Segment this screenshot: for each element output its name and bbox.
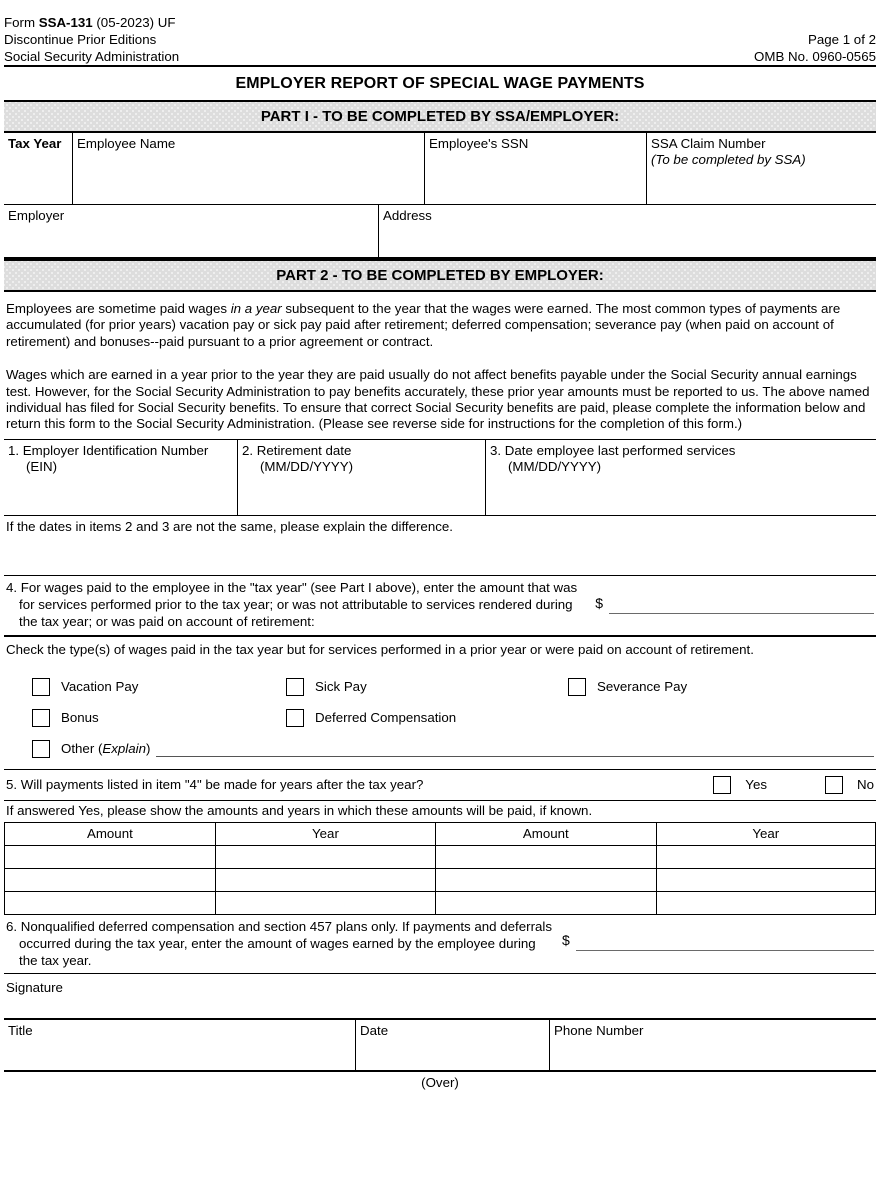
- item-2-retirement-date-field[interactable]: [238, 440, 486, 515]
- date-field[interactable]: [356, 1020, 550, 1070]
- checkbox-sick-pay[interactable]: [286, 678, 568, 696]
- tax-year-label: Tax Year: [8, 136, 62, 151]
- other-explain-input[interactable]: [156, 742, 874, 757]
- checkbox-deferred-compensation[interactable]: [286, 709, 568, 727]
- item-1-label-line1: 1. Employer Identification Number: [8, 442, 209, 458]
- checkbox-icon[interactable]: [825, 776, 843, 794]
- item-5-no-option[interactable]: [825, 776, 874, 794]
- item-6-row: [4, 915, 876, 974]
- table-cell-amount[interactable]: [5, 845, 216, 868]
- item-2-label-line2: (MM/DD/YYYY): [260, 458, 354, 474]
- checkbox-icon[interactable]: [32, 678, 50, 696]
- date-difference-explanation-field[interactable]: [4, 516, 876, 576]
- item-5-yes-label: Yes: [745, 777, 767, 793]
- column-header-year-2: Year: [656, 822, 876, 845]
- date-label: Date: [360, 1022, 389, 1038]
- checkbox-label: [61, 740, 150, 758]
- title-label: Title: [8, 1022, 33, 1038]
- date-difference-prompt: If the dates in items 2 and 3 are not the same, please explain the difference.: [6, 518, 453, 534]
- checkbox-row-3: [4, 734, 876, 765]
- checkbox-bonus[interactable]: [4, 709, 286, 727]
- paragraph1-segment-a: Employees are sometime paid wages: [6, 301, 231, 316]
- page-indicator: Page 1 of 2: [807, 32, 876, 47]
- checkbox-icon[interactable]: [286, 678, 304, 696]
- signature-field[interactable]: [4, 974, 876, 1020]
- item-5-yes-option[interactable]: [713, 776, 767, 794]
- page-title: EMPLOYER REPORT OF SPECIAL WAGE PAYMENTS: [235, 75, 645, 92]
- dollar-sign-icon: $: [595, 594, 603, 611]
- checkbox-icon[interactable]: [32, 740, 50, 758]
- header-line-1: [4, 14, 876, 31]
- part2-header-bar: PART 2 - TO BE COMPLETED BY EMPLOYER:: [4, 259, 876, 292]
- table-header-row: [5, 822, 876, 845]
- employee-name-field[interactable]: [73, 133, 425, 204]
- items-1-3-row: [4, 440, 876, 516]
- table-cell-year[interactable]: [656, 868, 876, 891]
- checkbox-label: Sick Pay: [315, 679, 367, 695]
- item-6-amount-group: [552, 918, 874, 951]
- checkbox-icon[interactable]: [286, 709, 304, 727]
- part1-header-bar: PART I - TO BE COMPLETED BY SSA/EMPLOYER:: [4, 100, 876, 133]
- checkbox-label: Deferred Compensation: [315, 710, 457, 726]
- table-cell-year[interactable]: [215, 891, 435, 914]
- item-3-label-line2: (MM/DD/YYYY): [508, 458, 602, 474]
- item-4-label: [6, 579, 577, 630]
- checkbox-other[interactable]: [4, 740, 150, 758]
- item-4-amount-input[interactable]: [609, 595, 874, 614]
- discontinue-notice: Discontinue Prior Editions: [4, 32, 157, 47]
- form-prefix-text: Form: [4, 15, 39, 30]
- form-identifier: [4, 14, 175, 31]
- checkbox-icon[interactable]: [568, 678, 586, 696]
- table-cell-amount[interactable]: [5, 868, 216, 891]
- signature-label: Signature: [6, 979, 63, 995]
- other-label-suffix: ): [146, 741, 151, 757]
- phone-number-field[interactable]: [550, 1020, 876, 1070]
- dollar-sign-icon: $: [562, 931, 570, 948]
- item-6-label: [6, 918, 552, 969]
- address-label: Address: [383, 208, 432, 223]
- ssa-claim-number-note: (To be completed by SSA): [651, 152, 806, 167]
- item-6-label-line3: the tax year.: [19, 952, 92, 968]
- header-line-2: [4, 31, 876, 48]
- item-5-note: If answered Yes, please show the amounts and years in which these amounts will be paid, if known.: [6, 802, 593, 818]
- form-suffix-text: (05-2023) UF: [92, 15, 176, 30]
- address-field[interactable]: [379, 205, 876, 257]
- part2-paragraph-1: [4, 292, 876, 350]
- table-cell-amount[interactable]: [5, 891, 216, 914]
- item-5-question: 5. Will payments listed in item "4" be made for years after the tax year?: [6, 777, 424, 793]
- table-row: [5, 868, 876, 891]
- ssa-claim-number-field[interactable]: [647, 133, 876, 204]
- part1-identity-row: [4, 133, 876, 205]
- tax-year-field[interactable]: [4, 133, 73, 204]
- checkbox-severance-pay[interactable]: [568, 678, 876, 696]
- table-cell-year[interactable]: [656, 891, 876, 914]
- employee-ssn-field[interactable]: [425, 133, 647, 204]
- item-5-no-label: No: [857, 777, 874, 793]
- ssa-claim-number-label: SSA Claim Number: [651, 136, 766, 151]
- form-header: [4, 0, 876, 65]
- part2-paragraph-2: Wages which are earned in a year prior to the year they are paid usually do not affect benefits payable under the Social Security annual earnings test. However, for the Social Security Administration to pay benefits accurately, these prior year amounts must be reported to us. The above named individual has filed for Social Security benefits. To ensure that correct Social Security benefits are paid, please complete the information below and return this form to the Social Security Administration. (Please see reverse side for instructions for the completion of this form.): [6, 367, 870, 432]
- amount-year-table: [4, 822, 876, 915]
- other-label-prefix: Other (: [61, 741, 103, 757]
- employer-label: Employer: [8, 208, 65, 223]
- checkbox-label: Vacation Pay: [61, 679, 139, 695]
- item-4-label-line2: for services performed prior to the tax year; or was not attributable to services rendered during: [19, 596, 573, 612]
- item-3-last-service-date-field[interactable]: [486, 440, 876, 515]
- table-cell-year[interactable]: [656, 845, 876, 868]
- item-6-label-line2: occurred during the tax year, enter the amount of wages earned by the employee during: [19, 935, 536, 951]
- employee-ssn-label: Employee's SSN: [429, 136, 529, 151]
- column-header-amount-1: Amount: [5, 822, 216, 845]
- column-header-amount-2: Amount: [436, 822, 656, 845]
- table-cell-year[interactable]: [215, 845, 435, 868]
- table-cell-year[interactable]: [215, 868, 435, 891]
- table-cell-amount[interactable]: [436, 868, 656, 891]
- checkbox-row-1: [4, 672, 876, 703]
- checkbox-icon[interactable]: [32, 709, 50, 727]
- wage-type-checkbox-grid: [4, 658, 876, 769]
- over-indicator: (Over): [421, 1074, 459, 1090]
- checkbox-label: Severance Pay: [597, 679, 688, 695]
- checkbox-icon[interactable]: [713, 776, 731, 794]
- title-field[interactable]: [4, 1020, 356, 1070]
- column-header-year-1: Year: [215, 822, 435, 845]
- checkbox-row-2: [4, 703, 876, 734]
- other-label-explain: Explain: [102, 741, 147, 757]
- checkbox-label: Bonus: [61, 710, 99, 726]
- agency-name: Social Security Administration: [4, 49, 180, 64]
- form-number: SSA-131: [38, 15, 93, 30]
- table-row: [5, 891, 876, 914]
- item-5-row: [4, 769, 876, 800]
- footer-fields-row: [4, 1020, 876, 1072]
- checkbox-section-intro: Check the type(s) of wages paid in the tax year but for services performed in a prior year or were paid on account of retirement.: [6, 641, 754, 657]
- item-2-label-line1: 2. Retirement date: [242, 442, 352, 458]
- employee-name-label: Employee Name: [77, 136, 176, 151]
- item-3-label-line1: 3. Date employee last performed services: [490, 442, 736, 458]
- item-6-amount-input[interactable]: [576, 932, 874, 951]
- checkbox-vacation-pay[interactable]: [4, 678, 286, 696]
- header-line-3: [4, 48, 876, 65]
- table-cell-amount[interactable]: [436, 891, 656, 914]
- part1-employer-row: [4, 205, 876, 259]
- paragraph1-italic-phrase: in a year: [230, 301, 282, 316]
- item-4-amount-group: [577, 579, 874, 614]
- item-1-ein-field[interactable]: [4, 440, 238, 515]
- item-1-label-line2: (EIN): [26, 458, 58, 474]
- table-cell-amount[interactable]: [436, 845, 656, 868]
- omb-number: OMB No. 0960-0565: [754, 49, 876, 64]
- phone-number-label: Phone Number: [554, 1022, 644, 1038]
- item-4-row: [4, 576, 876, 637]
- table-row: [5, 845, 876, 868]
- paragraph1-segment-b: subsequent to the year that the wages were earned. The most common types of payments are accumulated (for prior years) vacation pay or sick pay paid after retirement; deferred compensation; severance pay (when paid on account of retirement) and bonuses--paid pursuant to a prior agreement or contract.: [6, 301, 841, 349]
- employer-field[interactable]: [4, 205, 379, 257]
- item-6-label-line1: 6. Nonqualified deferred compensation and section 457 plans only. If payments and deferrals: [6, 918, 553, 934]
- item-4-label-line3: the tax year; or was paid on account of retirement:: [19, 613, 315, 629]
- item-4-label-line1: 4. For wages paid to the employee in the "tax year" (see Part I above), enter the amount that was: [6, 579, 578, 595]
